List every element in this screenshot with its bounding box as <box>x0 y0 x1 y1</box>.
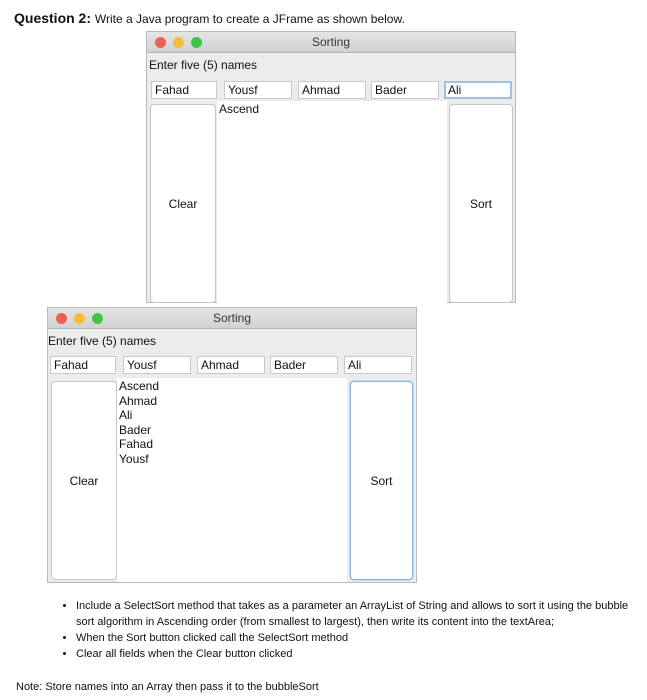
requirement-item: • Include a SelectSort method that takes as a parameter an ArrayList of String and allows to sort it using the bubble sort algorithm in Ascending order (from smallest to largest), then write its content into the textArea; <box>76 598 640 630</box>
textarea-line: Ahmad <box>119 393 158 408</box>
textarea-line: Ascend <box>119 379 160 393</box>
textarea-line: Yousf <box>119 451 149 466</box>
sorting-window-top <box>146 31 516 303</box>
clear-button[interactable]: Clear <box>51 381 117 580</box>
title-bar <box>147 32 515 53</box>
name-field-1[interactable]: Fahad <box>151 81 217 99</box>
name-field-2[interactable]: Yousf <box>224 81 292 99</box>
sort-button[interactable]: Sort <box>449 104 513 303</box>
requirement-item: • Clear all fields when the Clear button clicked <box>76 646 640 662</box>
name-field-5[interactable]: Ali <box>344 356 412 374</box>
name-field-2[interactable]: Yousf <box>123 356 191 374</box>
textarea-line: Ascend <box>219 102 260 116</box>
name-field-4[interactable]: Bader <box>371 81 439 99</box>
name-field-5[interactable]: Ali <box>444 81 512 99</box>
requirement-item: • When the Sort button clicked call the SelectSort method <box>76 630 640 646</box>
enter-names-label: Enter five (5) names <box>149 58 258 72</box>
name-field-4[interactable]: Bader <box>270 356 338 374</box>
name-field-3[interactable]: Ahmad <box>298 81 366 99</box>
result-textarea[interactable] <box>217 101 447 304</box>
question-text: Write a Java program to create a JFrame as shown below. <box>94 12 405 26</box>
enter-names-label: Enter five (5) names <box>48 334 157 348</box>
requirements-list <box>60 598 640 662</box>
clear-button[interactable]: Clear <box>150 104 216 303</box>
textarea-line: Fahad <box>119 437 154 451</box>
textarea-line: Ali <box>119 408 133 422</box>
name-field-3[interactable]: Ahmad <box>197 356 265 374</box>
window-title: Sorting <box>311 35 351 49</box>
question-heading <box>14 10 405 26</box>
sorting-window-bottom <box>47 307 417 583</box>
title-bar <box>48 308 416 329</box>
result-textarea[interactable] <box>117 378 347 582</box>
sort-button[interactable]: Sort <box>350 381 413 580</box>
window-title: Sorting <box>212 311 252 325</box>
name-field-1[interactable]: Fahad <box>50 356 116 374</box>
textarea-line: Bader <box>119 422 152 437</box>
footer-note: Note: Store names into an Array then pass it to the bubbleSort <box>16 681 319 693</box>
question-label: Question 2: <box>14 10 92 26</box>
